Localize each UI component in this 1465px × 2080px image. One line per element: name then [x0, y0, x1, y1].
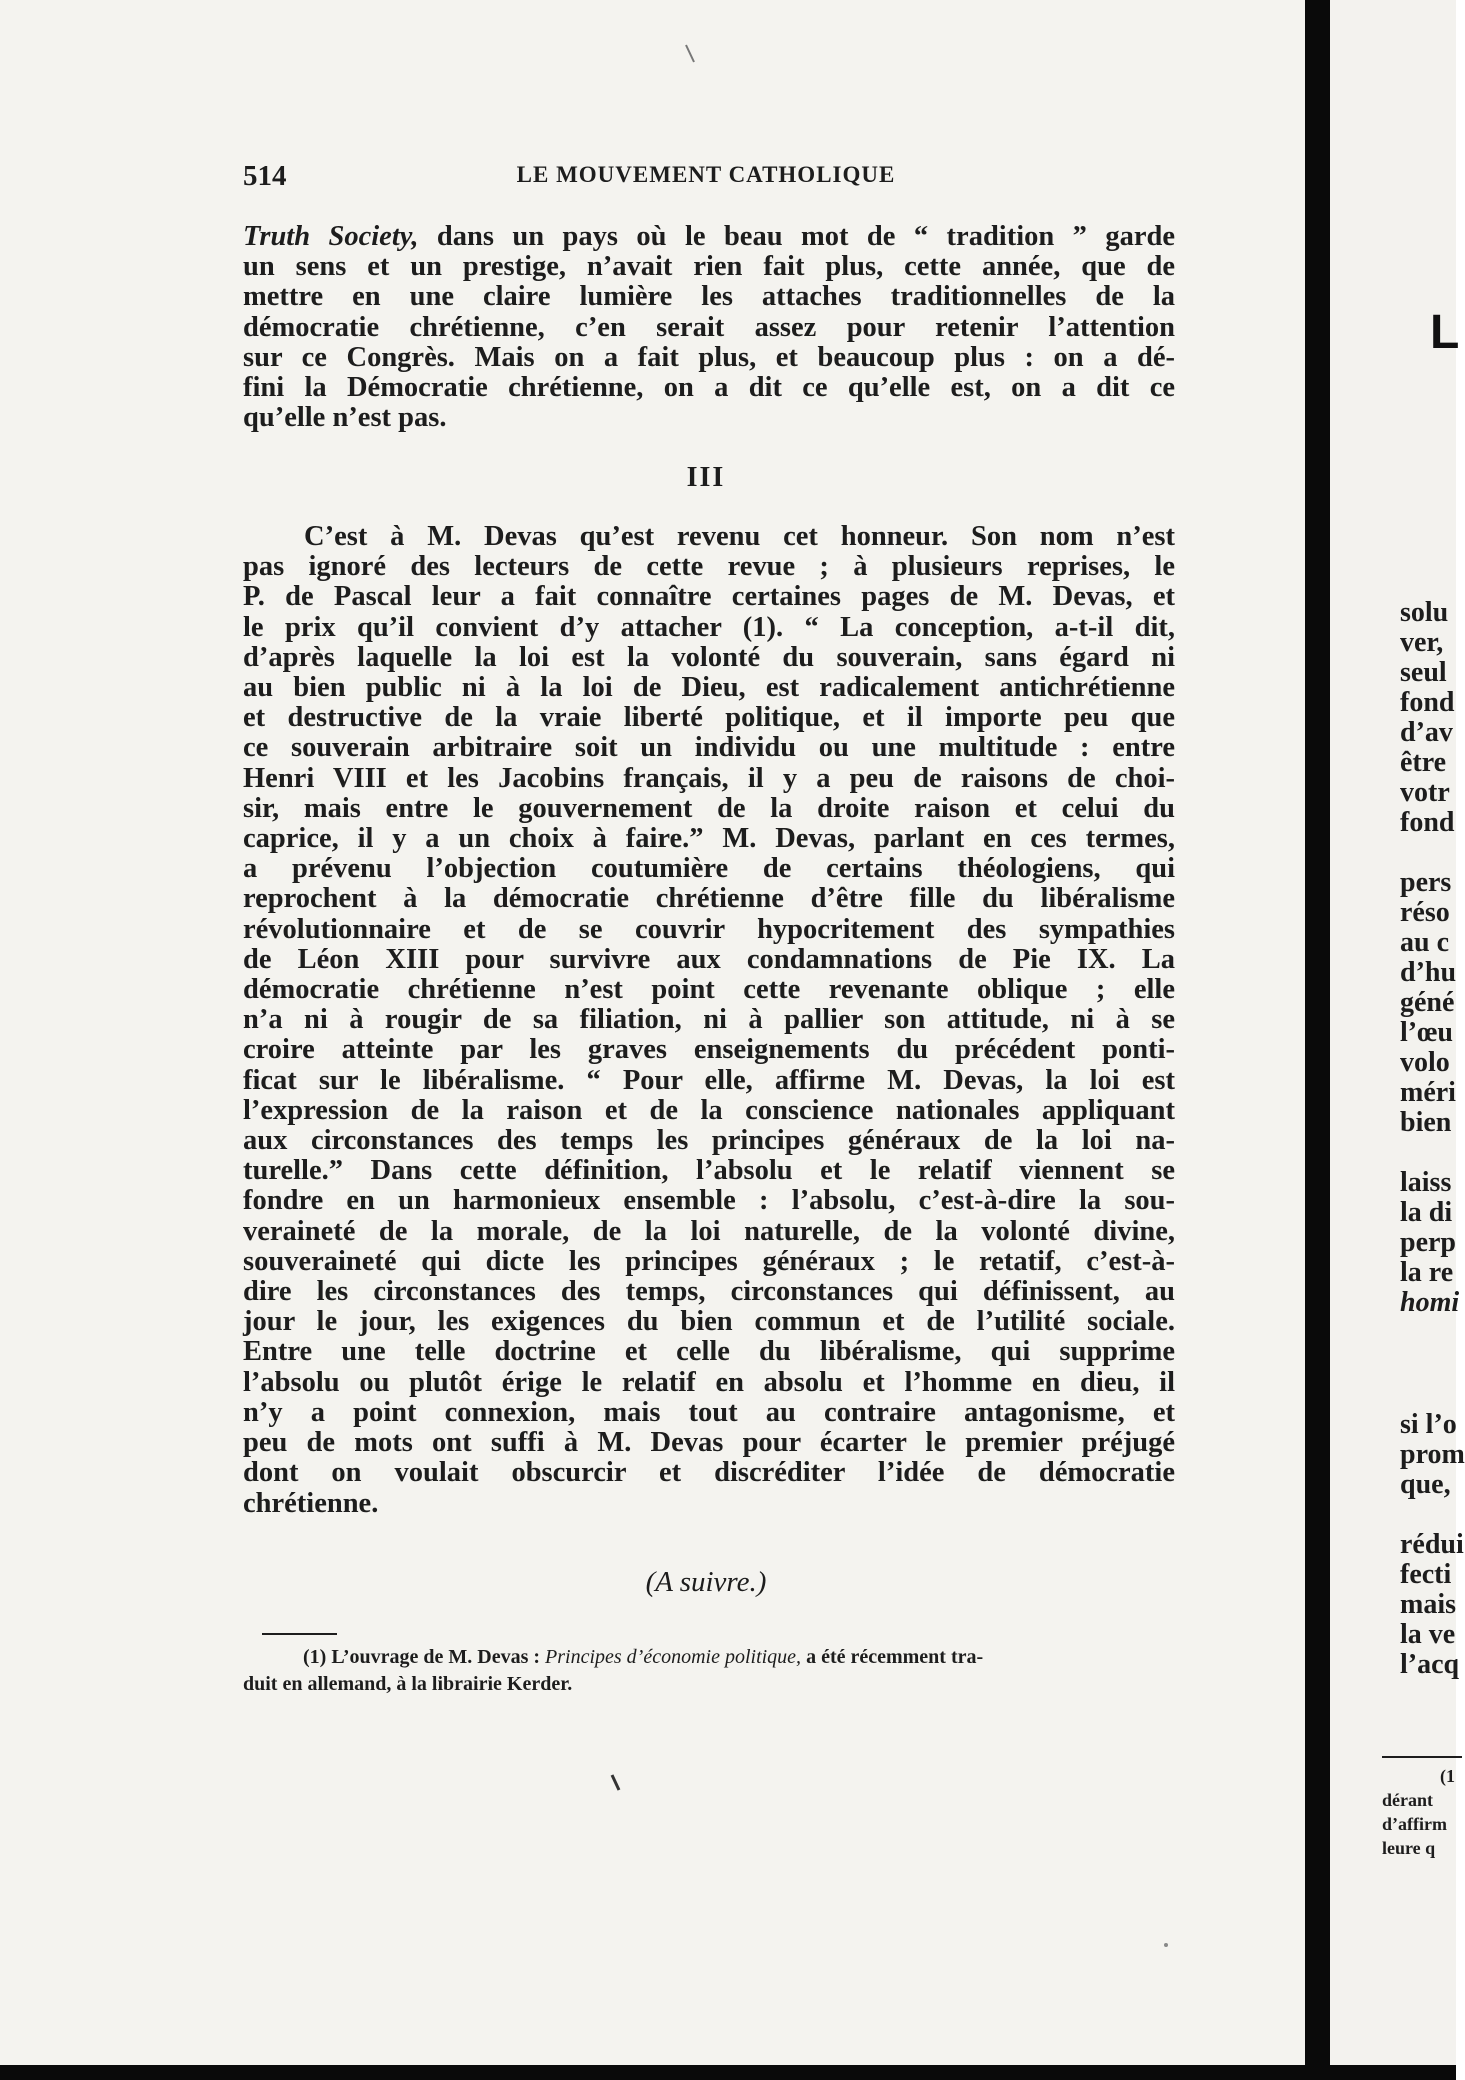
text-line: le prix qu’il convient d’y attacher (1). “ La conception, a-t-il dit,: [243, 611, 1175, 643]
text-line: chrétienne.: [243, 1487, 379, 1519]
text-line: caprice, il y a un choix à faire.” M. Devas, parlant en ces termes,: [243, 823, 1175, 855]
text-line: fini la Démocratie chrétienne, on a dit ce qu’elle est, on a dit ce: [243, 372, 1175, 404]
right-page-footnote-rule: [1382, 1756, 1462, 1758]
running-title: LE MOUVEMENT CATHOLIQUE: [516, 162, 896, 187]
text-line: ce souverain arbitraire soit un individu ou une multitude : entre: [243, 732, 1175, 764]
right-page-line: solu: [1400, 597, 1449, 628]
text-line: sir, mais entre le gouvernement de la droite raison et celui du: [243, 792, 1175, 824]
text-line: Entre une telle doctrine et celle du libéralisme, qui supprime: [243, 1336, 1175, 1368]
text-line: C’est à M. Devas qu’est revenu cet honneur. Son nom n’est: [304, 521, 1175, 552]
right-page-line: fond: [1400, 687, 1455, 718]
text-line: mettre en une claire lumière les attaches traditionnelles de la: [243, 281, 1175, 313]
text-line: l’absolu ou plutôt érige le relatif en absolu et l’homme en dieu, il: [243, 1366, 1175, 1398]
scan-bottom-edge: [0, 2065, 1456, 2080]
right-page-line: que,: [1400, 1469, 1451, 1500]
right-page-footnote-line: leure q: [1382, 1838, 1436, 1858]
text-line: aux circonstances des temps les principes généraux de la loi na-: [243, 1125, 1175, 1157]
text-line: turelle.” Dans cette définition, l’absolu et le relatif viennent se: [243, 1155, 1175, 1187]
speck-mark: [1164, 1943, 1168, 1947]
text-line: au bien public ni à la loi de Dieu, est radicalement antichrétienne: [243, 672, 1175, 704]
speck-mark: [612, 1775, 619, 1790]
right-page-big-letter: L: [1430, 306, 1460, 359]
right-page-line: la ve: [1400, 1619, 1456, 1650]
text-line: souveraineté qui dicte les principes généraux ; le retatif, c’est-à-: [243, 1245, 1175, 1277]
text-line: P. de Pascal leur a fait connaître certaines pages de M. Devas, et: [243, 581, 1175, 613]
right-page-line: l’œu: [1400, 1017, 1453, 1048]
text-line: un sens et un prestige, n’avait rien fait plus, cette année, que de: [243, 251, 1175, 283]
text-line: révolutionnaire et de se couvrir hypocritement des sympathies: [243, 913, 1175, 945]
right-page-line: pers: [1400, 867, 1452, 898]
right-page-line: si l’o: [1400, 1409, 1457, 1440]
right-page-line: fecti: [1400, 1559, 1452, 1590]
footnote-line-2: duit en allemand, à la librairie Kerder.: [243, 1673, 573, 1695]
right-page-fragment: [1330, 0, 1465, 2065]
right-page-line: rédui: [1400, 1529, 1464, 1560]
text-line: n’a ni à rougir de sa filiation, ni à pallier son attitude, ni à se: [243, 1004, 1175, 1036]
right-page-line: bien: [1400, 1107, 1452, 1138]
right-page-line: géné: [1400, 987, 1455, 1018]
right-page-line: réso: [1400, 897, 1450, 928]
right-page-line: perp: [1400, 1227, 1456, 1258]
right-page-footnote-line: dérant: [1382, 1790, 1433, 1810]
page-number: 514: [243, 160, 287, 192]
text-line: démocratie chrétienne n’est point cette revenante oblique ; elle: [243, 974, 1175, 1006]
section-heading: III: [686, 462, 726, 493]
right-page-line: mais: [1400, 1589, 1456, 1620]
right-page-line: seul: [1400, 657, 1447, 688]
text-line: croire atteinte par les graves enseignements du précédent ponti-: [243, 1034, 1175, 1066]
footnote-italic-title: Principes d’économie politique,: [545, 1646, 802, 1668]
text-line: d’après laquelle la loi est la volonté du souverain, sans égard ni: [243, 641, 1175, 673]
text-line: peu de mots ont suffi à M. Devas pour écarter le premier préjugé: [243, 1427, 1175, 1459]
text-line: veraineté de la morale, de la loi naturelle, de la volonté divine,: [243, 1215, 1175, 1247]
right-page-line: être: [1400, 747, 1447, 778]
text-line: qu’elle n’est pas.: [243, 402, 447, 434]
right-page-line: méri: [1400, 1077, 1456, 1108]
text-line: n’y a point connexion, mais tout au contraire antagonisme, et: [243, 1396, 1175, 1428]
text-line: et destructive de la vraie liberté politique, et il importe peu que: [243, 702, 1175, 734]
text-line: fondre en un harmonieux ensemble : l’absolu, c’est-à-dire la sou-: [243, 1185, 1175, 1217]
right-page-line: d’hu: [1400, 957, 1457, 988]
footnote-marker: (1): [303, 1646, 327, 1668]
right-page-line: laiss: [1400, 1167, 1452, 1198]
text-line: a prévenu l’objection coutumière de certains théologiens, qui: [243, 853, 1175, 885]
text-line: sur ce Congrès. Mais on a fait plus, et beaucoup plus : on a dé-: [243, 341, 1175, 373]
footnote-text-before: L’ouvrage de M. Devas :: [331, 1646, 541, 1668]
book-gutter: [1305, 0, 1330, 2080]
right-page-line: au c: [1400, 927, 1449, 958]
right-page-line: volo: [1400, 1047, 1450, 1078]
speck-mark: [686, 45, 694, 62]
right-page-line: d’av: [1400, 717, 1453, 748]
right-page-line: l’acq: [1400, 1649, 1460, 1680]
text-line: Henri VIII et les Jacobins français, il y a peu de raisons de choi-: [243, 762, 1175, 794]
text-line: dire les circonstances des temps, circonstances qui définissent, au: [243, 1276, 1175, 1308]
right-page-line: ver,: [1400, 627, 1444, 658]
text-line: de Léon XIII pour survivre aux condamnations de Pie IX. La: [243, 943, 1175, 975]
text-line: démocratie chrétienne, c’en serait assez pour retenir l’attention: [243, 311, 1175, 343]
footnote-text-after: a été récemment tra-: [806, 1646, 984, 1668]
to-be-continued: (A suivre.): [645, 1566, 767, 1598]
text-line: l’expression de la raison et de la conscience nationales appliquant: [243, 1094, 1175, 1126]
text-line: ficat sur le libéralisme. “ Pour elle, affirme M. Devas, la loi est: [243, 1064, 1175, 1096]
right-page-footnote-line: d’affirm: [1382, 1814, 1447, 1834]
right-page-footnote-line: (1: [1440, 1766, 1455, 1786]
right-page-line: votr: [1400, 777, 1450, 808]
text-line: Truth Society, dans un pays où le beau mot de “ tradition ” garde: [243, 221, 1175, 252]
right-page-line: la di: [1400, 1197, 1453, 1228]
italic-phrase: Truth Society,: [243, 221, 419, 252]
text-line: reprochent à la démocratie chrétienne d’être fille du libéralisme: [243, 883, 1175, 915]
right-page-line: fond: [1400, 807, 1455, 838]
right-page-line: homi: [1400, 1287, 1460, 1318]
text-line: dont on voulait obscurcir et discréditer l’idée de démocratie: [243, 1457, 1175, 1489]
text-line: jour le jour, les exigences du bien commun et de l’utilité sociale.: [243, 1306, 1175, 1338]
right-page-line: prom: [1400, 1439, 1465, 1470]
text-line: pas ignoré des lecteurs de cette revue ; à plusieurs reprises, le: [243, 551, 1175, 583]
right-page-line: la re: [1400, 1257, 1454, 1288]
